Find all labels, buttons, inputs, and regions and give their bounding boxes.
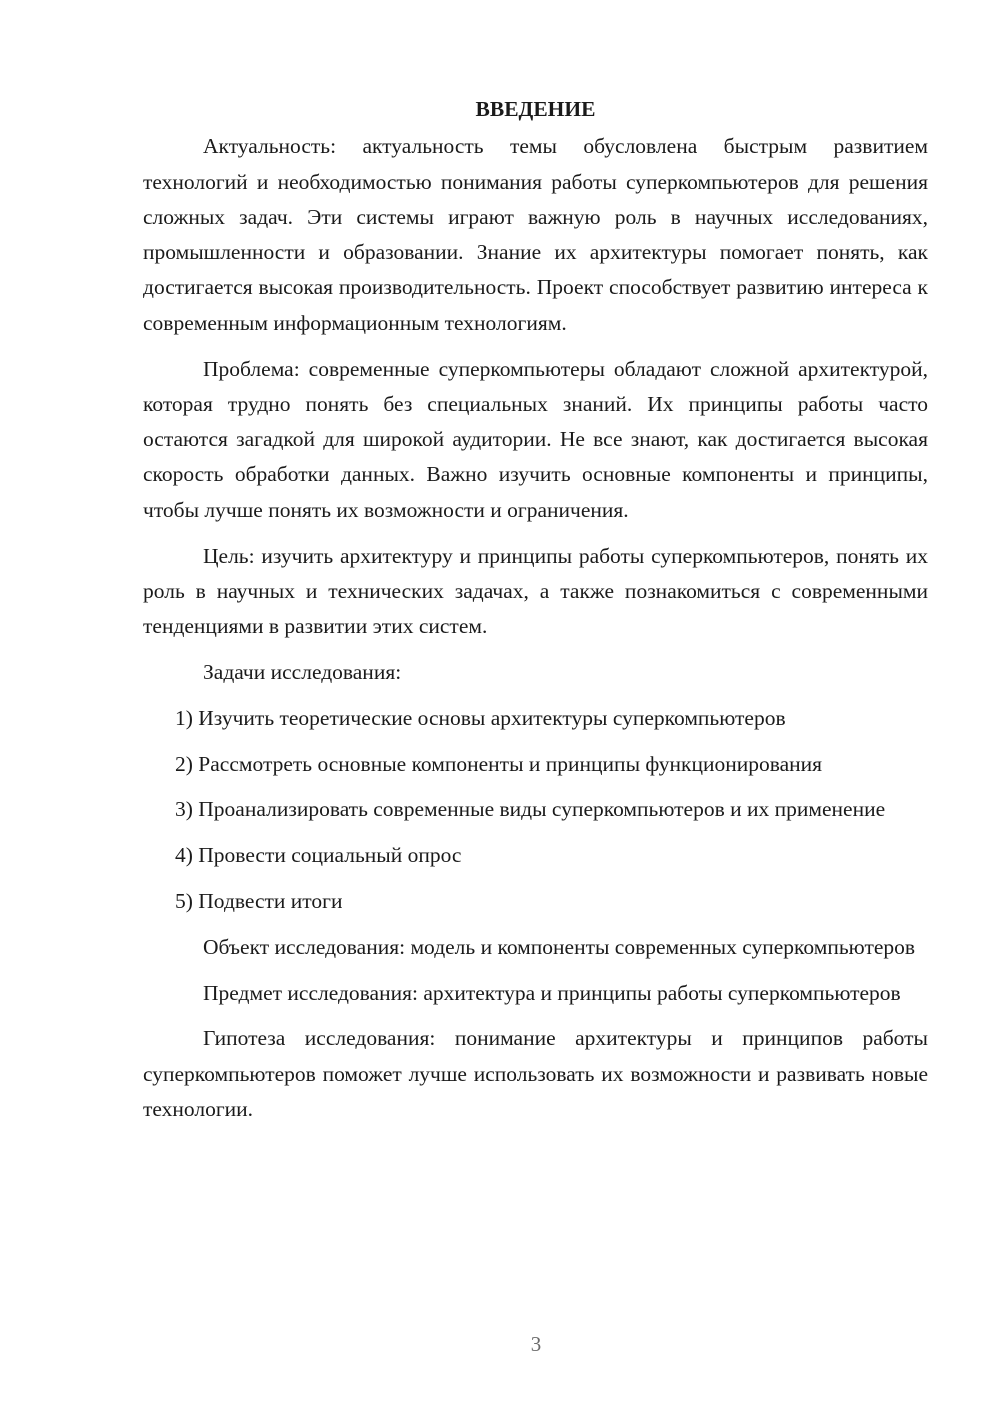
tasks-title: Задачи исследования: bbox=[203, 659, 402, 684]
goal-paragraph: Цель: изучить архитектуру и принципы работы суперкомпьютеров, понять их роль в научных и технических задачах, а также познакомиться с современными тенденциями в развитии этих систем. bbox=[143, 543, 928, 639]
task-item-5: 5) Подвести итоги bbox=[175, 888, 343, 913]
problem-paragraph: Проблема: современные суперкомпьютеры обладают сложной архитектурой, которая трудно понять без специальных знаний. Их принципы работы часто остаются загадкой для широкой аудитории. Не все знают, как достигается высокая скорость обработки данных. Важно изучить основные компоненты и принципы, чтобы лучше понять их возможности и ограничения. bbox=[143, 356, 928, 522]
object-paragraph: Объект исследования: модель и компоненты современных суперкомпьютеров bbox=[203, 934, 916, 959]
hypothesis-paragraph: Гипотеза исследования: понимание архитектуры и принципов работы суперкомпьютеров поможет лучше использовать их возможности и развивать новые технологии. bbox=[143, 1026, 928, 1121]
task-item-4: 4) Провести социальный опрос bbox=[175, 843, 462, 868]
task-item-3: 3) Проанализировать современные виды суперкомпьютеров и их применение bbox=[175, 797, 886, 822]
relevance-paragraph: Актуальность: актуальность темы обусловлена быстрым развитием технологий и необходимостью понимания работы суперкомпьютеров для решения сложных задач. Эти системы играют важную роль в научных исследованиях, промышленности и образовании. Знание их архитектуры помогает понять, как достигается высокая производительность. Проект способствует развитию интереса к современным информационным технологиям. bbox=[143, 134, 928, 335]
subject-paragraph: Предмет исследования: архитектура и принципы работы суперкомпьютеров bbox=[203, 980, 901, 1005]
task-item-2: 2) Рассмотреть основные компоненты и принципы функционирования bbox=[175, 751, 823, 776]
section-heading: ВВЕДЕНИЕ bbox=[475, 97, 596, 121]
page-number: 3 bbox=[530, 1332, 542, 1356]
task-item-1: 1) Изучить теоретические основы архитектуры суперкомпьютеров bbox=[175, 705, 786, 730]
page-content bbox=[143, 92, 928, 1138]
